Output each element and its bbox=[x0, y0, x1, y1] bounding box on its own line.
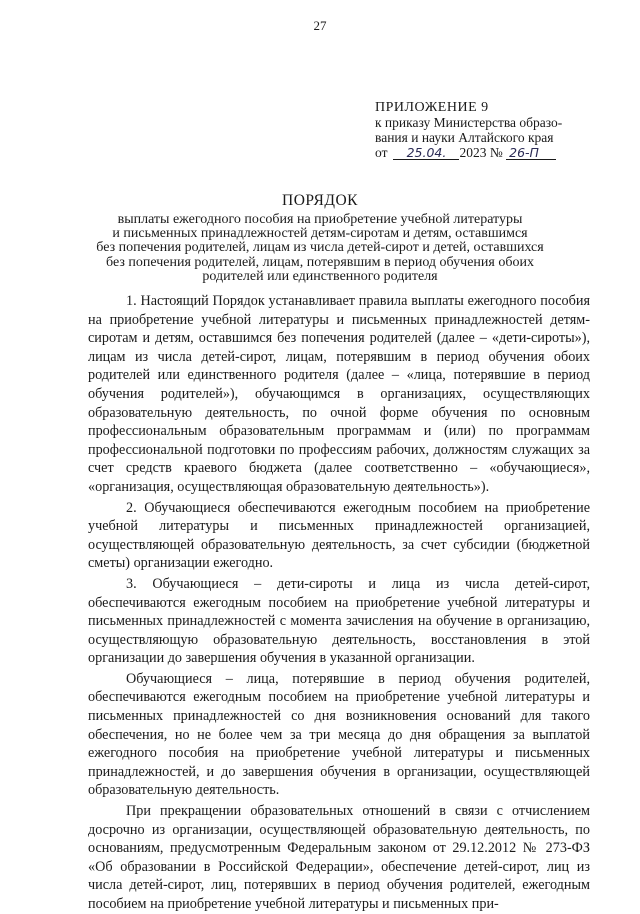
year-number-label: 2023 № bbox=[459, 145, 503, 160]
appendix-title: ПРИЛОЖЕНИЕ 9 bbox=[375, 100, 489, 115]
page-number: 27 bbox=[313, 18, 327, 33]
heading-line: родителей или единственного родителя bbox=[202, 268, 438, 284]
appendix-line-1: к приказу Министерства образо- bbox=[375, 115, 563, 130]
document-body bbox=[88, 292, 590, 914]
document-heading bbox=[90, 192, 550, 284]
order-date-line bbox=[375, 145, 600, 160]
heading-line: и письменных принадлежностей детям-сиротам и детям, оставшимся bbox=[112, 226, 528, 242]
heading-line: без попечения родителей, лицам из числа детей-сирот и детей, оставшихся bbox=[96, 240, 544, 256]
appendix-line-2: вания и науки Алтайского края bbox=[375, 130, 554, 145]
paragraph-2: 2. Обучающиеся обеспечиваются ежегодным пособием на приобретение учебной литературы и письменных принадлежностей организацией, осуществляющей образовательную деятельность, за счет субсидии (бюджетной сметы) организации ежегодно. bbox=[88, 499, 590, 572]
handwritten-order-number: 26-П bbox=[506, 146, 556, 160]
paragraph-5: При прекращении образовательных отношений в связи с отчислением досрочно из организации, осуществляющей образовательную деятельность, по основаниям, предусмотренным Федеральным законом от 29.12.2012 № 273-ФЗ «Об образовании в Российской Федерации», обеспечение детей-сирот, лиц из числа детей-сирот, лиц, потерявших в период обучения родителей, ежегодным пособием на приобретение учебной литературы и письменных при- bbox=[88, 803, 590, 912]
paragraph-4: Обучающиеся – лица, потерявшие в период обучения родителей, обеспечиваются ежегодным пособием на приобретение учебной литературы и письменных принадлежностей со дня возникновения оснований для такого обеспечения, но не более чем за три месяца до дня обращения за выплатой ежегодного пособия на приобретение учебной литературы и письменных принадлежностей, и до завершения обучения в организации, осуществляющей образовательную деятельность. bbox=[88, 670, 590, 799]
heading-line: выплаты ежегодного пособия на приобретение учебной литературы bbox=[117, 212, 523, 227]
paragraph-3: 3. Обучающиеся – дети-сироты и лица из числа детей-сирот, обеспечиваются ежегодным пособием на приобретение учебной литературы и письменных принадлежностей с момента зачисления на обучение в организацию, осуществляющую образовательную деятельность, восстановления в этой организации до завершения обучения в указанной организации. bbox=[88, 575, 590, 667]
heading-line: без попечения родителей, лицам, потерявшим в период обучения обоих bbox=[106, 254, 534, 270]
handwritten-date: 25.04. bbox=[393, 146, 459, 160]
paragraph-1: 1. Настоящий Порядок устанавливает правила выплаты ежегодного пособия на приобретение учебной литературы и письменных принадлежностей детям-сиротам и детям, оставшимся без попечения родителей (далее – «дети-сироты»), лицам из числа детей-сирот, лицам, потерявшим в период обучения обоих родителей или единственного родителя (далее – «лица, потерявшие в период обучения родителей»), обучающимся в организациях, осуществляющих образовательную деятельность, по очной форме обучения по основным профессиональным образовательным программам и (или) по программам профессиональной подготовки по профессиям рабочих, должностям служащих за счет средств краевого бюджета (далее соответственно – «обучающиеся», «организация, осуществляющая образовательную деятельность»). bbox=[88, 293, 590, 495]
appendix-block bbox=[375, 100, 600, 160]
heading-title: ПОРЯДОК bbox=[282, 192, 358, 209]
from-label: от bbox=[375, 145, 388, 160]
